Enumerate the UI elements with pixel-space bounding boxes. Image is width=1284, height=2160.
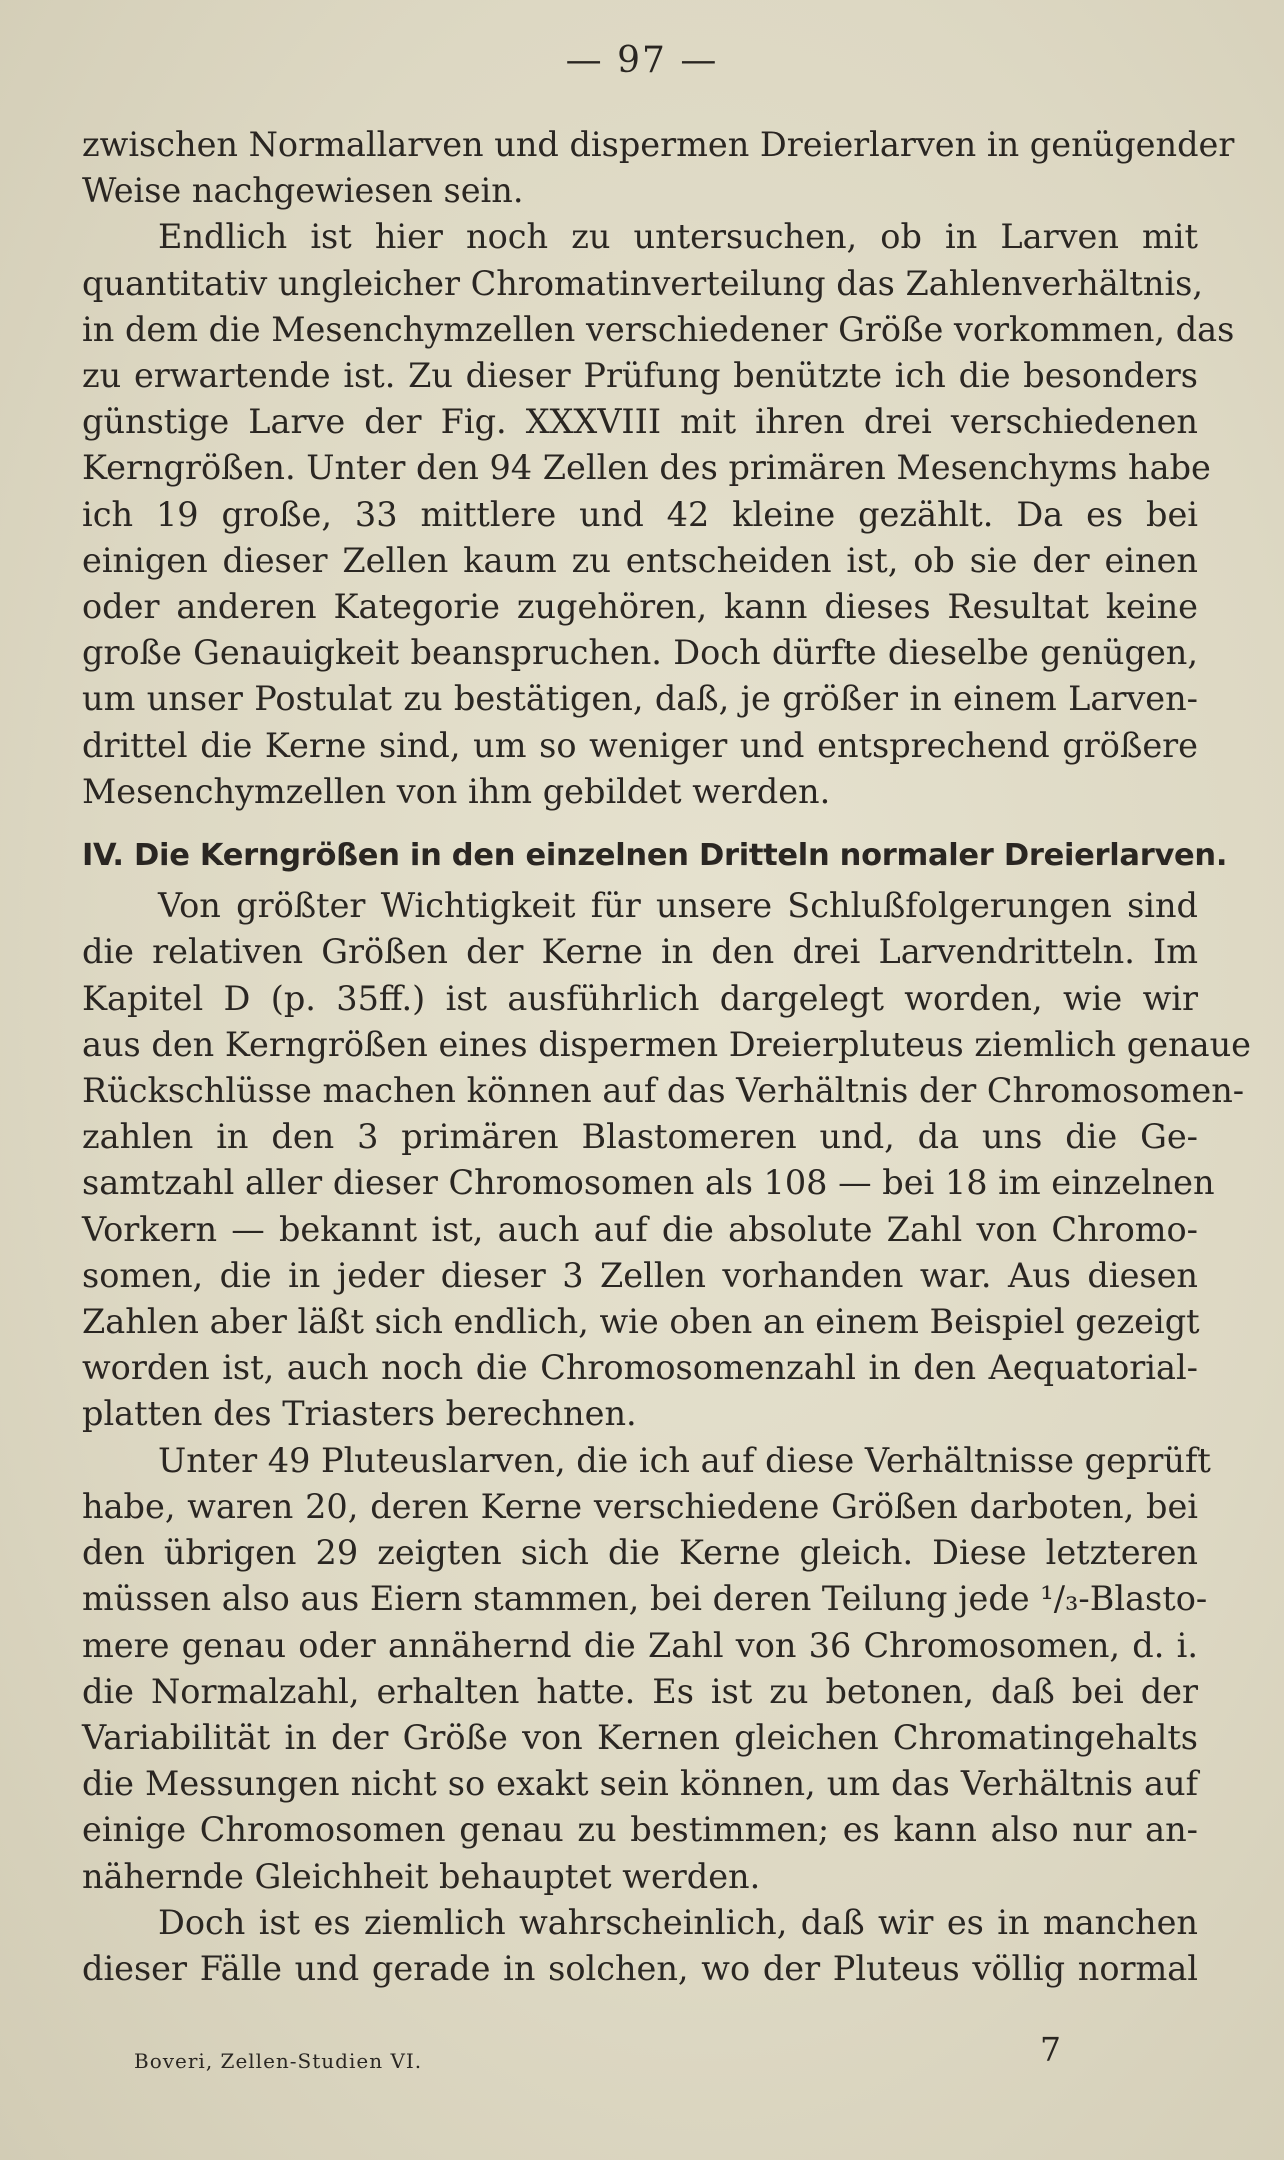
text-line: oder anderen Kategorie zugehören, kann dieses Resultat keine <box>82 587 1198 627</box>
text-line: Endlich ist hier noch zu untersuchen, ob in Larven mit <box>158 217 1198 257</box>
text-line: zu erwartende ist. Zu dieser Prüfung benützte ich die besonders <box>82 356 1198 396</box>
text-line: große Genauigkeit beanspruchen. Doch dürfte dieselbe genügen, <box>82 633 1198 673</box>
text-line: Zahlen aber läßt sich endlich, wie oben an einem Beispiel gezeigt <box>82 1302 1200 1342</box>
section-heading: IV. Die Kerngrößen in den einzelnen Dritteln normaler Dreierlarven. <box>82 838 1228 874</box>
text-line: günstige Larve der Fig. XXXVIII mit ihren drei verschiedenen <box>82 402 1198 442</box>
text-line: habe, waren 20, deren Kerne verschiedene Größen darboten, bei <box>82 1486 1198 1526</box>
paragraph <box>82 1438 1211 1900</box>
text-line: Mesenchymzellen von ihm gebildet werden. <box>82 771 831 811</box>
text-line: den übrigen 29 zeigten sich die Kerne gleich. Diese letzteren <box>82 1533 1198 1573</box>
text-line: ich 19 große, 33 mittlere und 42 kleine gezählt. Da es bei <box>82 494 1198 534</box>
text-line: zwischen Normallarven und dispermen Dreierlarven in genügender <box>82 125 1235 164</box>
text-line: nähernde Gleichheit behauptet werden. <box>82 1856 761 1896</box>
text-line: Weise nachgewiesen sein. <box>82 171 524 211</box>
text-line: einige Chromosomen genau zu bestimmen; es kann also nur an- <box>82 1810 1198 1850</box>
text-line: mere genau oder annähernd die Zahl von 36 Chromosomen, d. i. <box>82 1625 1198 1665</box>
text-line: müssen also aus Eiern stammen, bei deren Teilung jede ¹/₃-Blasto- <box>82 1579 1208 1619</box>
paragraph <box>82 122 1235 214</box>
text-line: in dem die Mesenchymzellen verschiedener Größe vorkommen, das <box>82 309 1235 349</box>
running-title: Boveri, Zellen-Studien VI. <box>134 2049 423 2073</box>
text-line: Von größter Wichtigkeit für unsere Schlußfolgerungen sind <box>158 886 1198 926</box>
paragraph <box>82 1900 1198 1992</box>
text-line: somen, die in jeder dieser 3 Zellen vorhanden war. Aus diesen <box>82 1255 1198 1295</box>
text-line: Doch ist es ziemlich wahrscheinlich, daß wir es in manchen <box>158 1902 1198 1942</box>
text-line: Kapitel D (p. 35ff.) ist ausführlich dargelegt worden, wie wir <box>82 978 1198 1018</box>
text-line: platten des Triasters berechnen. <box>82 1394 637 1434</box>
text-line: einigen dieser Zellen kaum zu entscheiden ist, ob sie der einen <box>82 540 1198 580</box>
text-line: die relativen Größen der Kerne in den drei Larvendritteln. Im <box>82 932 1198 972</box>
text-line: zahlen in den 3 primären Blastomeren und, da uns die Ge- <box>82 1117 1198 1157</box>
paragraph <box>82 883 1251 1437</box>
text-line: Vorkern — bekannt ist, auch auf die absolute Zahl von Chromo- <box>82 1209 1198 1249</box>
text-line: worden ist, auch noch die Chromosomenzahl in den Aequatorial- <box>82 1348 1198 1388</box>
text-line: quantitativ ungleicher Chromatinverteilung das Zahlenverhältnis, <box>82 263 1204 303</box>
body-text <box>82 122 1251 1992</box>
text-line: die Normalzahl, erhalten hatte. Es ist zu betonen, daß bei der <box>82 1671 1198 1711</box>
section-body-text <box>82 883 1251 1992</box>
text-line: drittel die Kerne sind, um so weniger und entsprechend größere <box>82 725 1198 765</box>
signature-mark: 7 <box>1040 2030 1061 2069</box>
text-line: aus den Kerngrößen eines dispermen Dreierpluteus ziemlich genaue <box>82 1024 1251 1064</box>
text-line: Unter 49 Pluteuslarven, die ich auf diese Verhältnisse geprüft <box>158 1440 1211 1480</box>
text-line: Kerngrößen. Unter den 94 Zellen des primären Mesenchyms habe <box>82 448 1211 488</box>
text-line: samtzahl aller dieser Chromosomen als 108 — bei 18 im einzelnen <box>82 1163 1215 1203</box>
text-line: Rückschlüsse machen können auf das Verhältnis der Chromosomen- <box>82 1071 1245 1111</box>
text-line: um unser Postulat zu bestätigen, daß, je größer in einem Larven- <box>82 679 1198 719</box>
page-number: — 97 — <box>565 40 719 81</box>
text-line: die Messungen nicht so exakt sein können, um das Verhältnis auf <box>82 1764 1198 1804</box>
text-line: Variabilität in der Größe von Kernen gleichen Chromatingehalts <box>82 1717 1198 1757</box>
pre-section-text <box>82 122 1235 815</box>
paragraph <box>82 214 1235 815</box>
text-line: dieser Fälle und gerade in solchen, wo der Pluteus völlig normal <box>82 1948 1198 1988</box>
